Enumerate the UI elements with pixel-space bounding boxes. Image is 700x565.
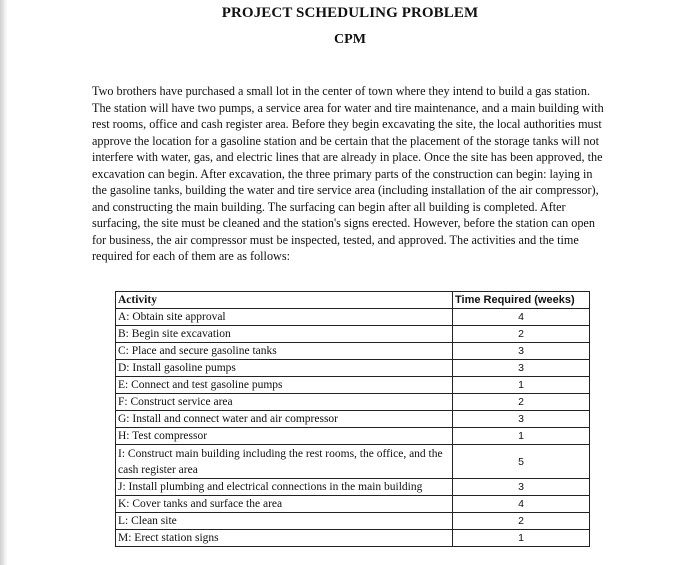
time-cell: 1 — [453, 377, 590, 394]
activity-cell: H: Test compressor — [116, 428, 453, 445]
time-cell: 4 — [453, 309, 590, 326]
page-shadow-edge — [0, 0, 8, 565]
activity-cell: L: Clean site — [116, 513, 453, 530]
table-row — [116, 377, 590, 394]
time-column-header: Time Required (weeks) — [453, 292, 590, 309]
activity-cell: M: Erect station signs — [116, 530, 453, 547]
time-cell: 1 — [453, 530, 590, 547]
time-cell: 1 — [453, 428, 590, 445]
table-row — [116, 360, 590, 377]
time-cell: 3 — [453, 479, 590, 496]
activity-cell: D: Install gasoline pumps — [116, 360, 453, 377]
time-cell: 4 — [453, 496, 590, 513]
problem-description: Two brothers have purchased a small lot in the center of town where they intend to build a gas station. The station will have two pumps, a service area for water and tire maintenance, and a main building with rest rooms, office and cash register area. Before they begin excavating the site, the local authorities must approve the location for a gasoline station and be certain that the placement of the storage tanks will not interfere with water, gas, and electric lines that are already in place. Once the site has been approved, the excavation can begin. After excavation, the three primary parts of the construction can begin: laying in the gasoline tanks, building the water and tire service area (including installation of the air compressor), and constructing the main building. The surfacing can begin after all building is completed. After surfacing, the site must be cleaned and the station's signs erected. However, before the station can open for business, the air compressor must be inspected, tested, and approved. The activities and the time required for each of them are as follows: — [92, 84, 604, 263]
table-row — [116, 530, 590, 547]
page-subtitle: CPM — [334, 32, 366, 47]
table-header-row — [116, 292, 590, 309]
activity-cell: I: Construct main building including the rest rooms, the office, and the cash register area — [116, 445, 453, 479]
time-cell: 2 — [453, 513, 590, 530]
table-row — [116, 479, 590, 496]
time-cell: 5 — [453, 445, 590, 479]
table-row — [116, 496, 590, 513]
table-row — [116, 445, 590, 479]
page-title: PROJECT SCHEDULING PROBLEM — [221, 5, 479, 21]
time-cell: 2 — [453, 326, 590, 343]
time-cell: 3 — [453, 343, 590, 360]
table-row — [116, 513, 590, 530]
time-cell: 3 — [453, 411, 590, 428]
activities-table — [115, 291, 590, 547]
table-row — [116, 343, 590, 360]
activity-cell: K: Cover tanks and surface the area — [116, 496, 453, 513]
table-row — [116, 428, 590, 445]
activity-cell: C: Place and secure gasoline tanks — [116, 343, 453, 360]
table-row — [116, 326, 590, 343]
activity-column-header: Activity — [116, 292, 453, 309]
activity-cell: A: Obtain site approval — [116, 309, 453, 326]
activity-cell: B: Begin site excavation — [116, 326, 453, 343]
activity-cell: J: Install plumbing and electrical connections in the main building — [116, 479, 453, 496]
table-row — [116, 411, 590, 428]
activity-cell: F: Construct service area — [116, 394, 453, 411]
activity-cell: G: Install and connect water and air compressor — [116, 411, 453, 428]
table-row — [116, 309, 590, 326]
time-cell: 3 — [453, 360, 590, 377]
table-row — [116, 394, 590, 411]
activity-cell: E: Connect and test gasoline pumps — [116, 377, 453, 394]
time-cell: 2 — [453, 394, 590, 411]
